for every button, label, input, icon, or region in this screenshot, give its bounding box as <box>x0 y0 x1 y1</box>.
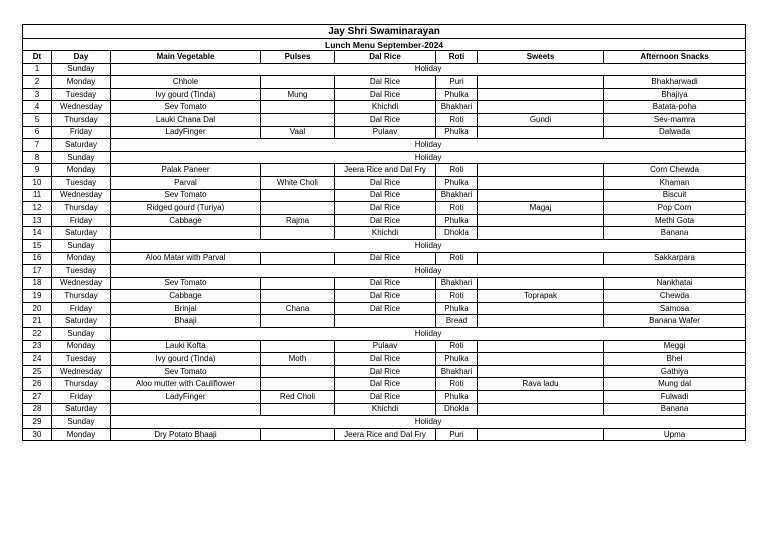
cell-pulses <box>261 277 335 290</box>
cell-day: Thursday <box>52 290 111 303</box>
cell-pulses <box>261 164 335 177</box>
cell-dal-rice: Dal Rice <box>335 88 436 101</box>
cell-roti: Phulka <box>436 214 478 227</box>
cell-date: 7 <box>23 139 52 152</box>
cell-pulses <box>261 227 335 240</box>
cell-date: 24 <box>23 353 52 366</box>
cell-day: Sunday <box>52 328 111 341</box>
table-row <box>23 315 746 328</box>
header-row <box>23 51 746 64</box>
cell-roti: Roti <box>436 290 478 303</box>
cell-sweets <box>478 164 604 177</box>
header-sweets: Sweets <box>478 51 604 64</box>
cell-date: 5 <box>23 113 52 126</box>
cell-main-vegetable: Aloo mutter with Cauliflower <box>111 378 261 391</box>
cell-main-vegetable: Sev Tomato <box>111 365 261 378</box>
cell-day: Wednesday <box>52 189 111 202</box>
cell-afternoon-snacks: Methi Gota <box>604 214 746 227</box>
cell-roti: Roti <box>436 202 478 215</box>
cell-day: Tuesday <box>52 265 111 278</box>
cell-roti: Phulka <box>436 126 478 139</box>
table-row <box>23 391 746 404</box>
table-row <box>23 101 746 114</box>
cell-main-vegetable: Lauki Kofta <box>111 340 261 353</box>
cell-pulses: Mung <box>261 88 335 101</box>
cell-sweets <box>478 88 604 101</box>
cell-dal-rice: Jeera Rice and Dal Fry <box>335 164 436 177</box>
cell-sweets: Toprapak <box>478 290 604 303</box>
table-row <box>23 302 746 315</box>
cell-sweets <box>478 403 604 416</box>
cell-pulses <box>261 113 335 126</box>
cell-pulses: Rajma <box>261 214 335 227</box>
cell-date: 29 <box>23 416 52 429</box>
cell-day: Saturday <box>52 403 111 416</box>
cell-roti: Bhakhari <box>436 101 478 114</box>
cell-roti: Roti <box>436 340 478 353</box>
cell-afternoon-snacks: Nankhatai <box>604 277 746 290</box>
cell-holiday: Holiday <box>111 416 746 429</box>
cell-roti: Dhokla <box>436 403 478 416</box>
cell-dal-rice <box>335 315 436 328</box>
cell-day: Monday <box>52 252 111 265</box>
cell-dal-rice: Khichdi <box>335 101 436 114</box>
table-row <box>23 189 746 202</box>
cell-holiday: Holiday <box>111 63 746 76</box>
cell-holiday: Holiday <box>111 151 746 164</box>
cell-holiday: Holiday <box>111 328 746 341</box>
cell-pulses <box>261 378 335 391</box>
cell-pulses <box>261 340 335 353</box>
sheet-subtitle: Lunch Menu September-2024 <box>23 39 746 51</box>
table-row <box>23 277 746 290</box>
cell-day: Friday <box>52 391 111 404</box>
cell-day: Monday <box>52 340 111 353</box>
cell-afternoon-snacks: Bhajiya <box>604 88 746 101</box>
cell-main-vegetable: Parval <box>111 176 261 189</box>
cell-dal-rice: Dal Rice <box>335 365 436 378</box>
cell-sweets: Magaj <box>478 202 604 215</box>
cell-date: 22 <box>23 328 52 341</box>
cell-main-vegetable: Aloo Matar with Parval <box>111 252 261 265</box>
cell-day: Wednesday <box>52 101 111 114</box>
cell-dal-rice: Khichdi <box>335 403 436 416</box>
cell-date: 14 <box>23 227 52 240</box>
cell-afternoon-snacks: Mung dal <box>604 378 746 391</box>
table-row <box>23 403 746 416</box>
cell-roti: Bhakhari <box>436 365 478 378</box>
cell-dal-rice: Dal Rice <box>335 113 436 126</box>
cell-pulses <box>261 365 335 378</box>
cell-sweets <box>478 391 604 404</box>
cell-pulses: Vaal <box>261 126 335 139</box>
cell-main-vegetable: Sev Tomato <box>111 277 261 290</box>
cell-main-vegetable: LadyFinger <box>111 126 261 139</box>
cell-day: Sunday <box>52 239 111 252</box>
cell-roti: Dhokla <box>436 227 478 240</box>
cell-main-vegetable: Dry Potato Bhaaji <box>111 428 261 441</box>
cell-sweets <box>478 189 604 202</box>
cell-sweets <box>478 227 604 240</box>
header-day: Day <box>52 51 111 64</box>
cell-date: 18 <box>23 277 52 290</box>
cell-day: Monday <box>52 164 111 177</box>
cell-roti: Roti <box>436 378 478 391</box>
table-row <box>23 428 746 441</box>
cell-main-vegetable: Bhaaji <box>111 315 261 328</box>
cell-date: 11 <box>23 189 52 202</box>
cell-sweets <box>478 176 604 189</box>
cell-sweets <box>478 101 604 114</box>
cell-date: 9 <box>23 164 52 177</box>
cell-sweets: Rava ladu <box>478 378 604 391</box>
cell-afternoon-snacks: Chewda <box>604 290 746 303</box>
cell-main-vegetable: Chhole <box>111 76 261 89</box>
header-roti: Roti <box>436 51 478 64</box>
cell-afternoon-snacks: Banana <box>604 227 746 240</box>
cell-afternoon-snacks: Upma <box>604 428 746 441</box>
cell-date: 26 <box>23 378 52 391</box>
cell-dal-rice: Pulaav <box>335 340 436 353</box>
cell-day: Saturday <box>52 139 111 152</box>
cell-dal-rice: Dal Rice <box>335 252 436 265</box>
cell-afternoon-snacks: Meggi <box>604 340 746 353</box>
table-row <box>23 76 746 89</box>
cell-roti: Bhakhari <box>436 189 478 202</box>
cell-afternoon-snacks: Fulwadi <box>604 391 746 404</box>
cell-afternoon-snacks: Banana <box>604 403 746 416</box>
cell-day: Thursday <box>52 378 111 391</box>
cell-day: Tuesday <box>52 353 111 366</box>
cell-day: Friday <box>52 302 111 315</box>
cell-day: Wednesday <box>52 277 111 290</box>
cell-holiday: Holiday <box>111 265 746 278</box>
table-row <box>23 252 746 265</box>
header-dal-rice: Dal Rice <box>335 51 436 64</box>
cell-afternoon-snacks: Bhel <box>604 353 746 366</box>
cell-pulses <box>261 428 335 441</box>
cell-afternoon-snacks: Bhakharwadi <box>604 76 746 89</box>
cell-roti: Phulka <box>436 88 478 101</box>
cell-sweets <box>478 214 604 227</box>
cell-dal-rice: Dal Rice <box>335 277 436 290</box>
cell-roti: Puri <box>436 76 478 89</box>
cell-roti: Puri <box>436 428 478 441</box>
cell-date: 23 <box>23 340 52 353</box>
cell-pulses: Red Choli <box>261 391 335 404</box>
cell-main-vegetable: Ridged gourd (Turiya) <box>111 202 261 215</box>
table-row <box>23 265 746 278</box>
table-row <box>23 416 746 429</box>
cell-dal-rice: Dal Rice <box>335 76 436 89</box>
table-row <box>23 365 746 378</box>
table-row <box>23 113 746 126</box>
cell-sweets <box>478 302 604 315</box>
cell-date: 27 <box>23 391 52 404</box>
table-row <box>23 239 746 252</box>
cell-sweets <box>478 277 604 290</box>
header-main-vegetable: Main Vegetable <box>111 51 261 64</box>
cell-sweets <box>478 315 604 328</box>
cell-dal-rice: Dal Rice <box>335 290 436 303</box>
cell-main-vegetable <box>111 227 261 240</box>
cell-day: Thursday <box>52 202 111 215</box>
table-row <box>23 214 746 227</box>
cell-date: 15 <box>23 239 52 252</box>
cell-afternoon-snacks: Biscuit <box>604 189 746 202</box>
cell-pulses: Chana <box>261 302 335 315</box>
table-row <box>23 290 746 303</box>
cell-dal-rice: Dal Rice <box>335 176 436 189</box>
cell-sweets <box>478 365 604 378</box>
cell-day: Wednesday <box>52 365 111 378</box>
cell-pulses: Moth <box>261 353 335 366</box>
cell-main-vegetable: Ivy gourd (Tinda) <box>111 353 261 366</box>
cell-afternoon-snacks: Sakkarpara <box>604 252 746 265</box>
cell-afternoon-snacks: Batata-poha <box>604 101 746 114</box>
cell-date: 8 <box>23 151 52 164</box>
cell-date: 20 <box>23 302 52 315</box>
cell-dal-rice: Dal Rice <box>335 302 436 315</box>
cell-day: Tuesday <box>52 176 111 189</box>
cell-dal-rice: Dal Rice <box>335 391 436 404</box>
cell-dal-rice: Dal Rice <box>335 189 436 202</box>
table-row <box>23 378 746 391</box>
cell-afternoon-snacks: Samosa <box>604 302 746 315</box>
sheet-title: Jay Shri Swaminarayan <box>23 25 746 39</box>
cell-pulses <box>261 290 335 303</box>
cell-main-vegetable: Brinjal <box>111 302 261 315</box>
cell-day: Sunday <box>52 151 111 164</box>
table-row <box>23 328 746 341</box>
cell-day: Tuesday <box>52 88 111 101</box>
cell-dal-rice: Pulaav <box>335 126 436 139</box>
cell-roti: Roti <box>436 164 478 177</box>
table-row <box>23 63 746 76</box>
cell-pulses <box>261 403 335 416</box>
header-pulses: Pulses <box>261 51 335 64</box>
cell-pulses <box>261 315 335 328</box>
table-row <box>23 227 746 240</box>
cell-sweets <box>478 252 604 265</box>
cell-date: 3 <box>23 88 52 101</box>
cell-day: Saturday <box>52 227 111 240</box>
cell-dal-rice: Dal Rice <box>335 353 436 366</box>
cell-dal-rice: Dal Rice <box>335 202 436 215</box>
cell-afternoon-snacks: Sev-mamra <box>604 113 746 126</box>
header-afternoon-snacks: Afternoon Snacks <box>604 51 746 64</box>
cell-roti: Phulka <box>436 391 478 404</box>
cell-main-vegetable: Cabbage <box>111 290 261 303</box>
cell-main-vegetable: Ivy gourd (Tinda) <box>111 88 261 101</box>
cell-sweets <box>478 353 604 366</box>
cell-roti: Phulka <box>436 353 478 366</box>
cell-main-vegetable: Cabbage <box>111 214 261 227</box>
cell-day: Friday <box>52 214 111 227</box>
cell-date: 30 <box>23 428 52 441</box>
cell-dal-rice: Dal Rice <box>335 214 436 227</box>
cell-date: 13 <box>23 214 52 227</box>
cell-day: Monday <box>52 428 111 441</box>
cell-day: Thursday <box>52 113 111 126</box>
cell-pulses <box>261 76 335 89</box>
table-row <box>23 88 746 101</box>
cell-sweets: Gundi <box>478 113 604 126</box>
table-row <box>23 340 746 353</box>
cell-main-vegetable: Sev Tomato <box>111 189 261 202</box>
cell-roti: Bhakhari <box>436 277 478 290</box>
cell-pulses <box>261 189 335 202</box>
cell-day: Sunday <box>52 63 111 76</box>
cell-main-vegetable: Sev Tomato <box>111 101 261 114</box>
cell-holiday: Holiday <box>111 139 746 152</box>
cell-afternoon-snacks: Khaman <box>604 176 746 189</box>
cell-date: 19 <box>23 290 52 303</box>
table-row <box>23 176 746 189</box>
cell-dal-rice: Dal Rice <box>335 378 436 391</box>
cell-sweets <box>478 340 604 353</box>
table-row <box>23 202 746 215</box>
cell-pulses <box>261 101 335 114</box>
cell-date: 21 <box>23 315 52 328</box>
cell-main-vegetable: Lauki Chana Dal <box>111 113 261 126</box>
cell-sweets <box>478 428 604 441</box>
cell-date: 10 <box>23 176 52 189</box>
cell-dal-rice: Khichdi <box>335 227 436 240</box>
cell-date: 1 <box>23 63 52 76</box>
table-row <box>23 139 746 152</box>
cell-roti: Phulka <box>436 176 478 189</box>
cell-main-vegetable: LadyFinger <box>111 391 261 404</box>
cell-pulses <box>261 252 335 265</box>
cell-day: Friday <box>52 126 111 139</box>
cell-date: 25 <box>23 365 52 378</box>
cell-date: 4 <box>23 101 52 114</box>
table-row <box>23 353 746 366</box>
cell-afternoon-snacks: Gathiya <box>604 365 746 378</box>
table-row <box>23 126 746 139</box>
table-row <box>23 151 746 164</box>
cell-date: 6 <box>23 126 52 139</box>
cell-sweets <box>478 126 604 139</box>
cell-afternoon-snacks: Dalwada <box>604 126 746 139</box>
cell-sweets <box>478 76 604 89</box>
cell-day: Sunday <box>52 416 111 429</box>
cell-roti: Roti <box>436 252 478 265</box>
cell-roti: Bread <box>436 315 478 328</box>
cell-main-vegetable: Palak Paneer <box>111 164 261 177</box>
header-dt: Dt <box>23 51 52 64</box>
table-row <box>23 164 746 177</box>
cell-day: Saturday <box>52 315 111 328</box>
cell-date: 2 <box>23 76 52 89</box>
lunch-menu-table <box>22 24 746 441</box>
cell-date: 12 <box>23 202 52 215</box>
cell-date: 16 <box>23 252 52 265</box>
cell-dal-rice: Jeera Rice and Dal Fry <box>335 428 436 441</box>
cell-afternoon-snacks: Banana Wafer <box>604 315 746 328</box>
cell-roti: Phulka <box>436 302 478 315</box>
cell-date: 17 <box>23 265 52 278</box>
cell-roti: Roti <box>436 113 478 126</box>
cell-date: 28 <box>23 403 52 416</box>
cell-holiday: Holiday <box>111 239 746 252</box>
cell-day: Monday <box>52 76 111 89</box>
cell-afternoon-snacks: Pop Corn <box>604 202 746 215</box>
cell-main-vegetable <box>111 403 261 416</box>
cell-pulses: White Choli <box>261 176 335 189</box>
cell-pulses <box>261 202 335 215</box>
cell-afternoon-snacks: Corn Chewda <box>604 164 746 177</box>
